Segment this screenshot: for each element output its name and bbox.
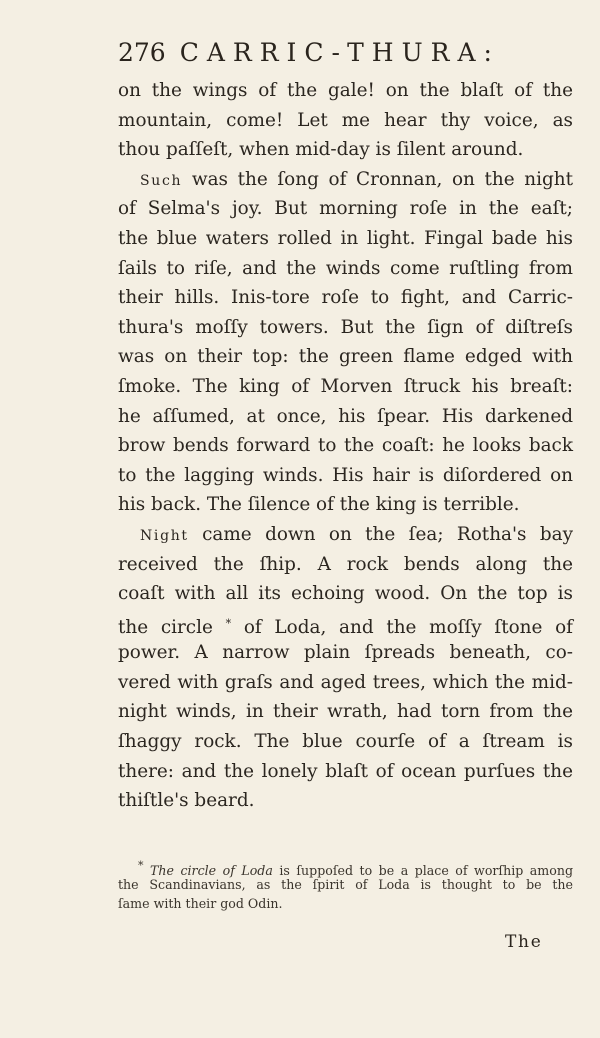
paragraph-opening-line — [118, 165, 573, 195]
text-line: received the ſhip. A rock bends along the — [118, 553, 573, 575]
text-line: power. A narrow plain ſpreads beneath, co- — [118, 642, 573, 664]
text-line: thou paſſeſt, when mid-day is ſilent around. — [118, 139, 524, 161]
text-line: vered with graſs and aged trees, which the mid- — [118, 671, 573, 693]
body-text — [118, 76, 573, 816]
footnote — [118, 856, 573, 913]
text-segment: of Loda, and the moſſy ſtone of — [231, 616, 573, 638]
text-line: ſhaggy rock. The blue courſe of a ſtream is — [118, 731, 573, 753]
text-line: was on their top: the green flame edged with — [118, 346, 573, 368]
footnote-line: ſame with their god Odin. — [118, 896, 283, 911]
text-line: he aſſumed, at once, his ſpear. His darkened — [118, 405, 573, 427]
footnote-italic: The circle of Loda — [150, 863, 273, 878]
text-line: on the wings of the gale! on the blaſt of the — [118, 80, 573, 101]
text-line: thura's moſſy towers. But the ſign of diſtreſs — [118, 316, 573, 338]
footnote-mark: * — [138, 859, 144, 872]
catchword: The — [505, 932, 543, 952]
footnote-line — [118, 856, 574, 878]
running-header — [118, 38, 578, 67]
footnote-text: is ſuppoſed to be a place of worſhip among — [272, 863, 574, 878]
text-line: brow bends forward to the coaſt: he looks back — [118, 435, 573, 457]
text-line: thiſtle's beard. — [118, 790, 255, 812]
text-line: of Selma's joy. But morning roſe in the eaſt; — [118, 198, 573, 220]
text-line: night winds, in their wrath, had torn from the — [118, 701, 573, 723]
text-line: mountain, come! Let me hear thy voice, as — [118, 109, 573, 131]
text-line: ſails to riſe, and the winds come ruſtling from — [118, 257, 573, 279]
text-line: their hills. Inis-tore roſe to fight, and Carric- — [118, 287, 573, 309]
text-line: ſmoke. The king of Morven ſtruck his breaſt: — [118, 375, 573, 397]
text-line: coaſt with all its echoing wood. On the top is — [118, 583, 573, 605]
text-line: the blue waters rolled in light. Fingal bade his — [118, 227, 573, 249]
page-number: 276 — [118, 38, 166, 67]
text-line: to the lagging winds. His hair is diſordered on — [118, 464, 573, 486]
text-line-rest: came down on the ſea; Rotha's bay — [188, 523, 573, 545]
small-caps-opening: Night — [140, 527, 189, 544]
paragraph-opening-line — [118, 520, 573, 550]
small-caps-opening: Such — [140, 172, 183, 189]
text-line-rest: was the ſong of Cronnan, on the night — [182, 168, 573, 190]
running-title: CARRIC-THURA: — [179, 38, 500, 67]
footnote-reference: * — [225, 616, 232, 630]
text-line-with-footnote — [118, 609, 573, 639]
text-segment: the circle — [118, 616, 226, 638]
text-line: there: and the lonely blaſt of ocean purſues the — [118, 760, 573, 782]
footnote-line: the Scandinavians, as the ſpirit of Loda is thought to be the — [118, 877, 573, 892]
text-line: his back. The ſilence of the king is terrible. — [118, 494, 520, 516]
